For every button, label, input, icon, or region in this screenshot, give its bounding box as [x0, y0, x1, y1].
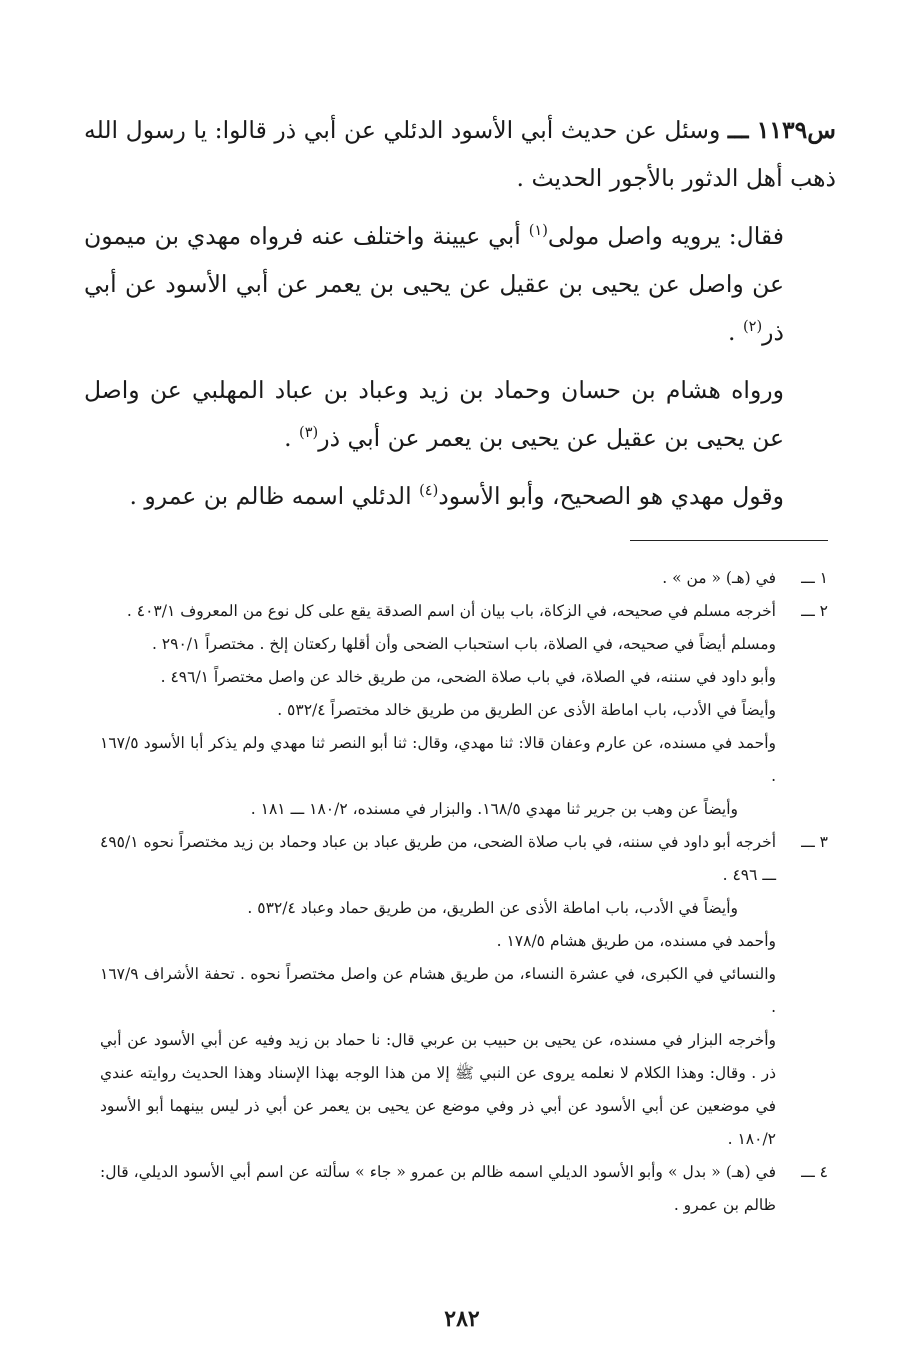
- answer-text: .: [284, 424, 300, 452]
- footnote-text: ومسلم أيضاً في صحيحه، في الصلاة، باب استحباب الضحى وأن أقلها ركعتان إلخ . مختصراً ٢٩٠/١ .: [151, 635, 776, 653]
- footnote-text: والنسائي في الكبرى، في عشرة النساء، من طريق هشام عن واصل مختصراً نحوه . تحفة الأشراف ١٦٧/٩ .: [100, 965, 776, 1016]
- answer-paragraph-1: [84, 212, 836, 356]
- answer-text: أبي عيينة واختلف عنه فرواه مهدي بن ميمون عن واصل عن يحيى بن عقيل عن يحيى بن يعمر عن أبي الأسود عن أبي ذر: [84, 222, 784, 346]
- question-paragraph: [84, 106, 836, 202]
- footnote-separator: [630, 540, 828, 541]
- footnote-text: وأخرجه البزار في مسنده، عن يحيى بن حبيب بن عربي قال: نا حماد بن زيد وفيه عن أبي الأسود عن أبي ذر . وقال: وهذا الكلام لا نعلمه يروى عن النبي ﷺ إلا من هذا الوجه بهذا الإسناد وهذا الحديث روايته عندي في موضعين عن أبي الأسود عن أبي ذر وفي موضع عن يحيى بن يعمر عن أبي ذر ليس بينهما أبو الأسود ١٨٠/٢ .: [100, 1031, 776, 1148]
- footnote-text: وأبو داود في سننه، في الصلاة، في باب صلاة الضحى، من طريق خالد عن واصل مختصراً ٤٩٦/١ .: [160, 668, 776, 686]
- footnote-number: ١ ـــ: [801, 569, 828, 587]
- footnote-4: [100, 1156, 828, 1222]
- footnote-2: [100, 595, 828, 826]
- footnote-number: ٢ ـــ: [801, 602, 828, 620]
- answer-text: وقول مهدي هو الصحيح، وأبو الأسود: [438, 482, 784, 510]
- question-number: س١١٣٩ ـــ: [727, 116, 836, 144]
- footnote-text: أخرجه مسلم في صحيحه، في الزكاة، باب بيان أن اسم الصدقة يقع على كل نوع من المعروف ٤٠٣/١ .: [126, 602, 776, 620]
- footnote-text: وأيضاً في الأدب، باب اماطة الأذى عن الطريق من طريق خالد مختصراً ٥٣٢/٤ .: [277, 701, 776, 719]
- question-text: وسئل عن حديث أبي الأسود الدئلي عن أبي ذر قالوا: يا رسول الله ذهب أهل الدثور بالأجور الحديث .: [84, 116, 836, 192]
- footnote-ref-2[interactable]: (٢): [742, 318, 763, 336]
- footnote-ref-4[interactable]: (٤): [419, 482, 439, 500]
- footnote-text: وأحمد في مسنده، من طريق هشام ١٧٨/٥ .: [496, 932, 776, 950]
- footnote-ref-3[interactable]: (٣): [299, 424, 319, 442]
- footnote-text: في (هـ) « بدل » وأبو الأسود الديلي اسمه ظالم بن عمرو « جاء » سألته عن اسم أبي الأسود الديلي، قال: ظالم بن عمرو .: [100, 1163, 776, 1214]
- answer-text: ورواه هشام بن حسان وحماد بن زيد وعباد بن عباد المهلبي عن واصل عن يحيى بن عقيل عن يحيى بن يعمر عن أبي ذر: [84, 376, 784, 452]
- footnote-text: في (هـ) « من » .: [662, 569, 776, 587]
- footnote-text: وأيضاً في الأدب، باب اماطة الأذى عن الطريق، من طريق حماد وعباد ٥٣٢/٤ .: [247, 899, 738, 917]
- footnote-text: وأيضاً عن وهب بن جرير ثنا مهدي ١٦٨/٥. والبزار في مسنده، ١٨٠/٢ ـــ ١٨١ .: [250, 800, 738, 818]
- footnotes: [100, 562, 828, 1222]
- answer-text: .: [728, 318, 743, 346]
- page-number: ٢٨٢: [444, 1306, 480, 1332]
- footnote-number: ٤ ـــ: [801, 1163, 828, 1181]
- footnote-3: [100, 826, 828, 1156]
- answer-paragraph-2: [84, 366, 836, 462]
- footnote-ref-1[interactable]: (١): [528, 222, 548, 240]
- answer-text: فقال: يرويه واصل مولى: [547, 222, 784, 250]
- answer-text: الدئلي اسمه ظالم بن عمرو .: [129, 482, 420, 510]
- footnote-number: ٣ ـــ: [801, 833, 828, 851]
- main-text: [84, 106, 836, 520]
- footnote-1: [100, 562, 828, 595]
- answer-paragraph-3: [84, 472, 836, 520]
- footnote-text: وأحمد في مسنده، عن عارم وعفان قالا: ثنا مهدي، وقال: ثنا أبو النصر ثنا مهدي ولم يذكر أبا الأسود ١٦٧/٥ .: [100, 734, 776, 785]
- footnote-text: أخرجه أبو داود في سننه، في باب صلاة الضحى، من طريق عباد بن عباد وحماد بن زيد مختصراً نحوه ٤٩٥/١ ـــ ٤٩٦ .: [100, 833, 776, 884]
